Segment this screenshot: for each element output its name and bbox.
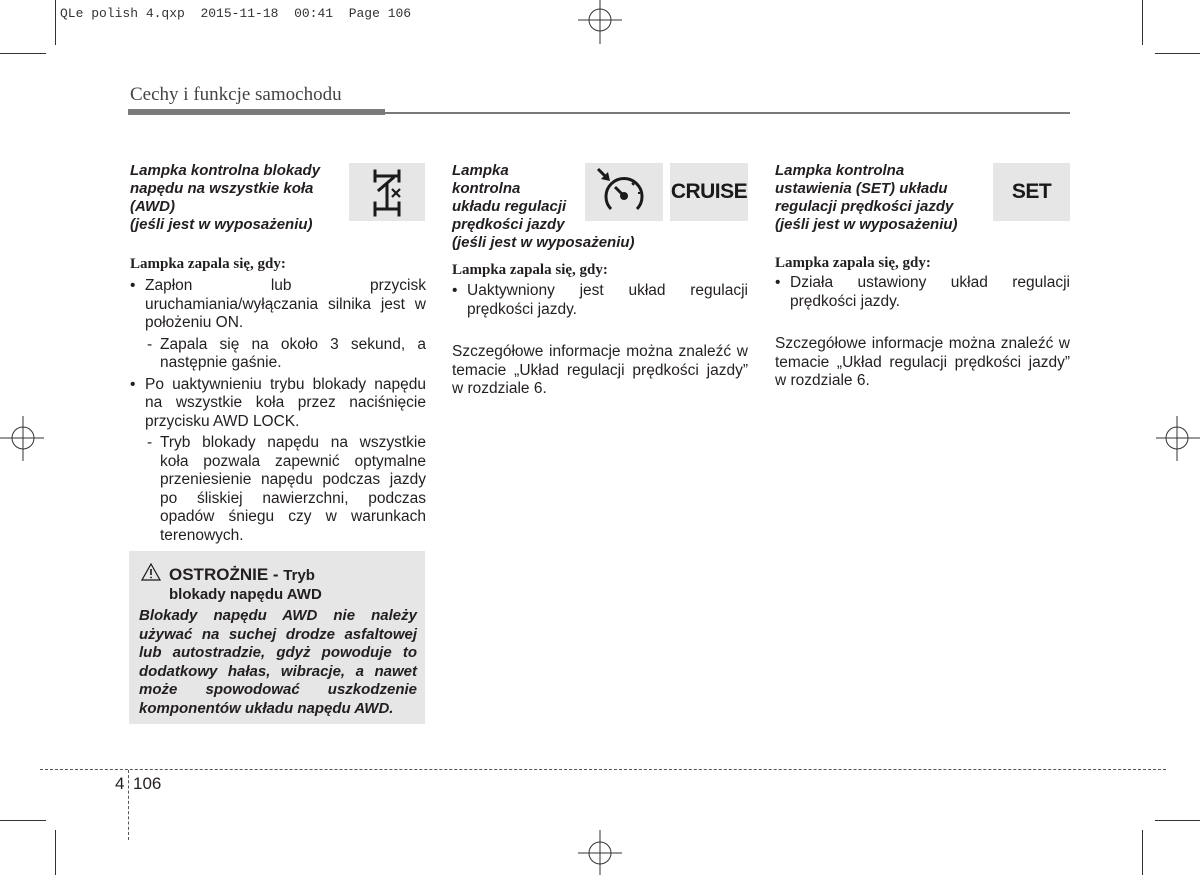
heading-line: Lampka kontrolna blokady — [130, 162, 321, 179]
chapter-number: 4 — [115, 774, 125, 793]
page-number: 106 — [133, 774, 162, 793]
footer-divider — [128, 770, 129, 840]
set-when-label: Lampka zapala się, gdy: — [775, 255, 931, 271]
bullet-text: Po uaktywnieniu trybu blokady napędu na wszystkie koła przez naciśnięcie przycisku AWD LOCK. — [145, 375, 426, 430]
registration-mark-bottom — [576, 830, 624, 875]
crop-mark — [55, 0, 56, 45]
registration-mark-right — [1154, 415, 1200, 463]
bullet-icon: • — [452, 282, 458, 299]
crop-mark — [0, 53, 46, 54]
heading-line: napędu na wszystkie koła — [130, 180, 314, 197]
heading-line: (AWD) — [130, 198, 175, 215]
list-item — [130, 336, 426, 373]
heading-line: (jeśli jest w wyposażeniu) — [452, 234, 635, 251]
awd-conditions — [130, 277, 426, 545]
footer-rule — [40, 769, 1166, 770]
cruise-word-indicator — [670, 163, 748, 221]
awd-heading — [130, 162, 345, 234]
cruise-info: Szczegółowe informacje można znaleźć w temacie „Układ regulacji prędkości jazdy” w rozdziale 6. — [452, 343, 748, 397]
cruise-indicator-icon — [585, 163, 663, 221]
title-rule — [128, 109, 385, 115]
sub-item-text: Tryb blokady napędu na wszystkie koła pozwala zapewnić optymalne przeniesienie napędu podczas jazdy po śliskiej nawierzchni, podczas opadów śniegu czy w warunkach terenowych. — [160, 434, 426, 544]
bullet-text: Uaktywniony jest układ regulacji prędkości jazdy. — [467, 282, 748, 318]
registration-mark-left — [0, 415, 46, 463]
heading-line: prędkości jazdy — [452, 216, 565, 233]
warning-triangle-icon — [141, 563, 161, 581]
set-conditions — [775, 274, 1070, 311]
slug-page: Page 106 — [348, 6, 412, 21]
crop-mark — [55, 830, 56, 875]
crop-mark — [1155, 53, 1200, 54]
set-indicator-icon — [993, 163, 1070, 221]
set-info: Szczegółowe informacje można znaleźć w temacie „Układ regulacji prędkości jazdy” w rozdziale 6. — [775, 335, 1070, 389]
registration-mark-top — [576, 0, 624, 46]
awd-lock-indicator-icon — [349, 163, 425, 221]
title-rule — [385, 112, 1070, 114]
caution-title-rest: Tryb — [283, 567, 315, 584]
heading-line: kontrolna — [452, 180, 521, 197]
list-item — [130, 376, 426, 432]
caution-box — [129, 551, 425, 724]
bullet-text: Zapłon lub przycisk uruchamiania/wyłączania silnika jest w położeniu ON. — [145, 277, 426, 331]
list-item — [130, 277, 426, 333]
awd-drivetrain-icon — [359, 165, 415, 219]
sub-item — [145, 336, 426, 373]
bullet-icon: • — [130, 375, 136, 393]
bullet-icon: • — [130, 277, 136, 294]
slug-time: 00:41 — [294, 6, 334, 21]
set-word: SET — [1011, 180, 1052, 203]
bullet-text: Działa ustawiony układ regulacji prędkości jazdy. — [790, 274, 1070, 310]
heading-line: ustawienia (SET) układu — [775, 180, 948, 197]
sub-item — [145, 434, 426, 545]
caution-title-line2: blokady napędu AWD — [169, 586, 322, 603]
caution-body: Blokady napędu AWD nie należy używać na suchej drodze asfaltowej lub autostradzie, gdyż powoduje to dodatkowy hałas, wibracje, a nawet może spowodować uszkodzenie komponentów układu napędu AWD. — [139, 607, 417, 717]
cruise-when-label: Lampka zapala się, gdy: — [452, 262, 608, 278]
print-slug — [60, 6, 411, 21]
heading-line: Lampka — [452, 162, 509, 179]
heading-line: układu regulacji — [452, 198, 567, 215]
dash-icon: - — [147, 434, 153, 451]
awd-when-label: Lampka zapala się, gdy: — [130, 256, 286, 272]
slug-file: QLe polish 4.qxp — [60, 6, 185, 21]
crop-mark — [0, 820, 46, 821]
speedometer-icon — [592, 167, 656, 217]
slug-date: 2015-11-18 — [200, 6, 279, 21]
heading-line: regulacji prędkości jazdy — [775, 198, 954, 215]
heading-line: (jeśli jest w wyposażeniu) — [130, 216, 313, 233]
list-item — [452, 282, 748, 319]
crop-mark — [1142, 830, 1143, 875]
heading-line: (jeśli jest w wyposażeniu) — [775, 216, 958, 233]
crop-mark — [1142, 0, 1143, 45]
cruise-conditions — [452, 282, 748, 319]
cruise-word: CRUISE — [670, 180, 748, 203]
bullet-icon: • — [775, 274, 781, 291]
list-item — [775, 274, 1070, 311]
caution-title — [169, 565, 322, 604]
list-item — [130, 434, 426, 545]
set-heading — [775, 162, 990, 234]
dash-icon: - — [147, 335, 153, 353]
section-title: Cechy i funkcje samochodu — [130, 84, 342, 105]
caution-title-main: OSTROŻNIE - — [169, 565, 284, 584]
sub-item-text: Zapala się na około 3 sekund, a następnie gaśnie. — [160, 335, 426, 371]
crop-mark — [1155, 820, 1200, 821]
heading-line: Lampka kontrolna — [775, 162, 905, 179]
